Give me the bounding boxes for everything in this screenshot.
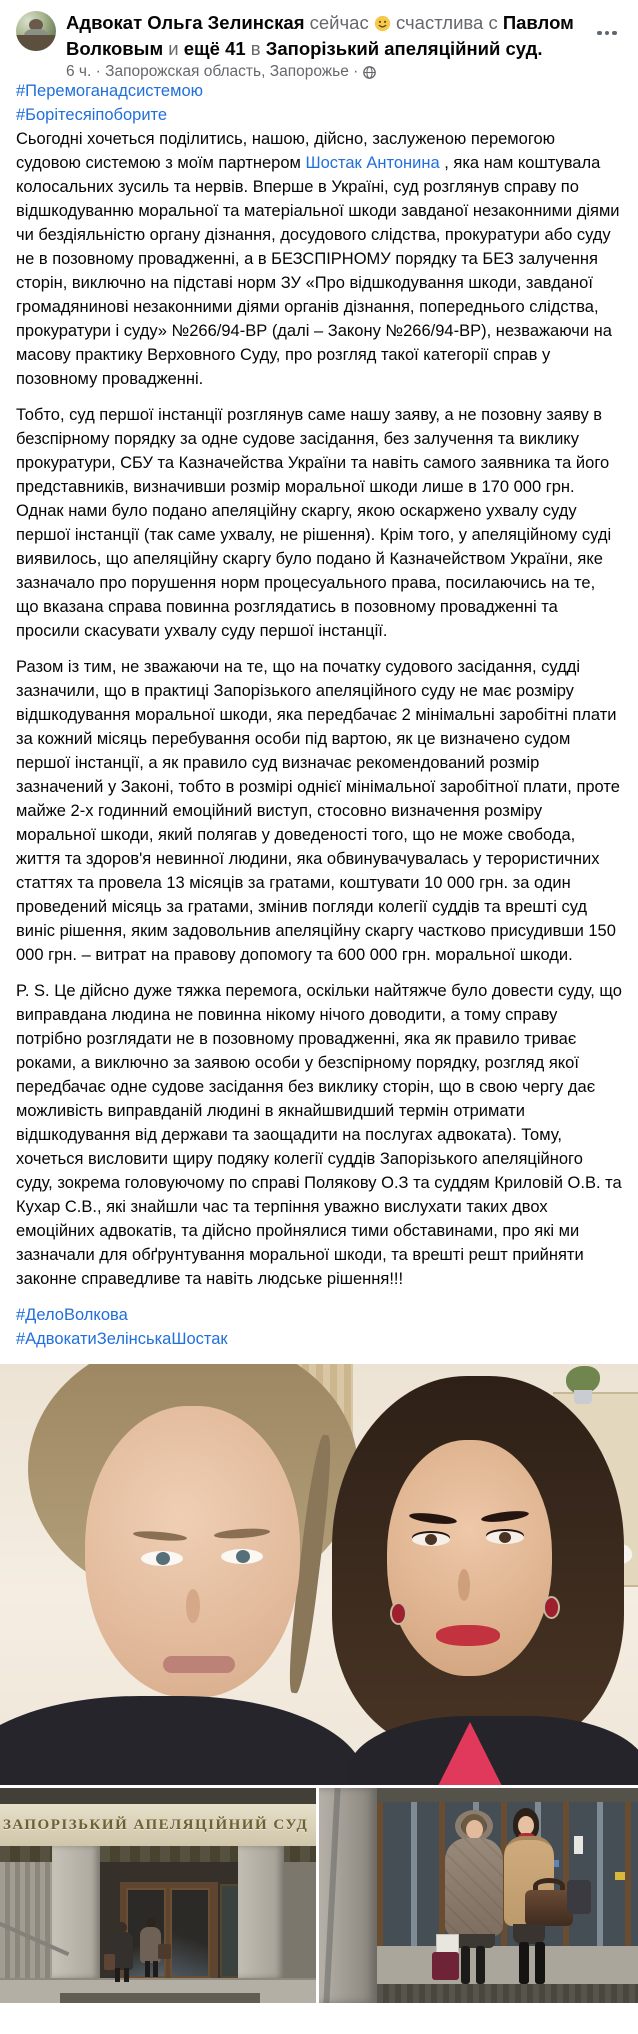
court-sign-text: ЗАПОРІЗЬКИЙ АПЕЛЯЦІЙНИЙ СУД xyxy=(0,1804,316,1846)
left-outdoor-woman-skirt xyxy=(453,1934,495,1948)
left-woman-lips xyxy=(163,1656,235,1673)
plant-pot xyxy=(574,1390,592,1404)
checkin-location-link[interactable]: Запорізький апеляційний суд xyxy=(265,38,538,59)
paragraph-1 xyxy=(16,79,622,391)
photo-selfie-two-women[interactable] xyxy=(0,1364,638,1785)
paragraph-1-text: , яка нам коштувала колосальних зусиль та нервів. Вперше в Україні, суд розглянув справу по відшкодуванню моральної та матеріальної шкоди завданої незаконними діями чи бездіяльністю органу дізнання, досудового слідства, прокуратури або суду не в позовному провадженні, а в БЕЗСПІРНОМУ порядку та БЕЗ залучення сторін, виключно на підставі норм ЗУ «Про відшкодування шкоди, завданої громадянинові незаконними діями органів дізнання, попереднього слідства, прокуратури і суду» №266/94-ВР (далі – Закону №266/94-ВР), незважаючи на масову практику Верховного Суду, про розгляд такої категорії справ у позовному провадженні. xyxy=(16,154,620,388)
side-wall xyxy=(284,1862,316,1978)
hashtag-link[interactable]: #Перемоганадсистемою xyxy=(16,82,203,100)
three-dots-icon xyxy=(612,31,617,36)
paragraph-3: Разом із тим, не зважаючи на те, що на початку судового засідання, судді зазначили, що в практиці Запорізького апеляційного суду не має розміру відшкодування моральної шкоди, яка передбачає 2 мінімальні заробітні плати за кожний місяць перебування особи під вартою, як це визначено судом першої інстанції, а як правило суд визначає рекомендований розмір зазначений у Законі, тобто в розмірі однієї мінімальної заробітної плати, проте майже 2-х годинний емоційний виступ, стосовно визначення розміру моральної шкоди, який полягав у доведеності того, що не може свобода, життя та здоров'я невинної людини, яка обвинувачувалась у терористичних статтях та провела 13 місяців за гратами, коштувати 10 000 грн. за один проведений місяць за гратами, змінив погляди колегії суддів та врешті суд виніс рішення, яким задовольнив апеляційну скаргу частково присудивши 150 000 грн. – витрат на правову допомогу та 600 000 грн. моральної шкоди. xyxy=(16,658,620,964)
paragraph-4: P. S. Це дійсно дуже тяжка перемога, оскільки найтяжче було довести суду, що виправдана людина не повинна нікому нічого доводити, а тому справу потрібно розглядати не в позовному провадженні, яка як правило триває роками, а виключно за заявою особи у безспірному порядку, розгляд якої передбачає одне судове засідання без виклику сторін, що в свою чергу дає можливість виправданій людині в якнайшвидший термін отримати відшкодування від держави та заощадити на послугах адвоката). Тому, хочеться висловити щиру подяку колегії суддів Запорізького апеляційного суду, зокрема головуючому по справі Полякову О.З та суддям Криловій О.В. та Кухар С.В., які знайшли час та терпіння уважно вислухати таких двох емоційних адвокатів, та дійсно пройнялися тими обставинами, про які ми зазначали для обґрунтування моральної шкоди, та врешті решт прийняти законне справедливе та навіть людське рішення!!! xyxy=(16,982,622,1288)
post-menu-button[interactable] xyxy=(590,18,624,48)
left-outdoor-woman-coat xyxy=(445,1838,503,1936)
photo-court-building[interactable] xyxy=(0,1788,316,2003)
left-woman-face xyxy=(85,1406,300,1698)
in-word: в xyxy=(250,38,261,59)
right-woman-lips xyxy=(436,1625,500,1646)
brown-leather-handbag xyxy=(525,1890,573,1926)
right-woman-iris xyxy=(499,1532,511,1543)
left-outdoor-woman-boot xyxy=(476,1946,485,1984)
and-word: и xyxy=(168,38,179,59)
door-leaf xyxy=(170,1888,210,1978)
hashtag-link[interactable]: #АдвокатиЗелінськаШостак xyxy=(16,1330,228,1348)
post-header xyxy=(0,0,638,80)
author-name-link[interactable]: Адвокат Ольга Зелинская xyxy=(66,12,305,33)
left-woman-nose xyxy=(186,1589,200,1623)
more-tagged-link[interactable]: ещё 41 xyxy=(183,38,246,59)
entrance-mat xyxy=(60,1993,260,2003)
post-photo-grid xyxy=(0,1364,638,2003)
yellow-sign xyxy=(615,1872,625,1880)
paper-notice xyxy=(574,1836,583,1854)
right-woman-earring xyxy=(390,1602,407,1625)
tagged-person-link[interactable]: Павлом Волковым xyxy=(66,12,574,59)
left-woman-shoulders xyxy=(0,1696,365,1785)
post-byline xyxy=(66,11,578,60)
photo-women-outside-court[interactable] xyxy=(319,1788,638,2003)
bottom-hashtags xyxy=(16,1303,622,1351)
avatar-figure-desk xyxy=(16,35,56,51)
walking-figure-leg xyxy=(145,1961,150,1977)
walking-figure-leg xyxy=(124,1968,129,1982)
photo-row xyxy=(0,1788,638,2003)
post-header-info xyxy=(66,11,622,81)
time-word: сейчас xyxy=(309,12,369,33)
hashtag-link[interactable]: #Борітесяіпоборите xyxy=(16,106,168,124)
walking-figure-leg xyxy=(115,1968,120,1982)
granite-pillar xyxy=(52,1846,100,1978)
right-woman-nose xyxy=(458,1569,470,1601)
window-blinds xyxy=(0,1862,52,1978)
right-outdoor-woman-skirt xyxy=(513,1924,545,1944)
right-outdoor-woman-boot xyxy=(535,1942,545,1984)
right-woman-earring xyxy=(543,1596,560,1619)
hashtag-link[interactable]: #ДелоВолкова xyxy=(16,1306,128,1324)
paragraph-1-text: Сьогодні хочеться поділитись, нашою, дійсно, заслуженою перемогою судовою системою з моїм партнером xyxy=(16,130,556,172)
grate-mat xyxy=(377,1984,638,2003)
paragraph-2: Тобто, суд першої інстанції розглянув саме нашу заяву, а не позовну заяву в безспірному порядку за одне судове засідання, без залучення та виклику прокуратури, СБУ та Казначейства України та навіть самого заявника та його представників, визначивши розмір моральної шкоди лише в 170 000 грн. Однак нами було подано апеляційну скаргу, якою оскаржено ухвалу суду першої інстанції (так саме ухвалу, не рішення). Крім того, у апеляційному суді виявилось, що апеляційну скаргу було подано й Казначейством України, яке зазначало про порушення норм процесуального права, посилаючись на те, що вказана справа повинна розглядатись в позовному провадженні та просили скасувати ухвалу суду першої інстанції. xyxy=(16,406,612,640)
three-dots-icon xyxy=(597,31,602,36)
right-woman-iris xyxy=(425,1534,437,1545)
byline-period: . xyxy=(537,38,543,59)
profile-avatar[interactable] xyxy=(16,11,56,51)
post-meta[interactable]: 6 ч. · Запорожская область, Запорожье · xyxy=(66,63,359,80)
left-outdoor-woman-face xyxy=(466,1820,483,1839)
left-woman-iris xyxy=(156,1552,170,1565)
granite-pillar xyxy=(238,1846,284,1978)
left-outdoor-woman-boot xyxy=(461,1946,470,1984)
right-outdoor-woman-boot xyxy=(519,1942,529,1984)
door-top-frame xyxy=(377,1788,638,1802)
post-meta-line xyxy=(66,63,578,81)
feeling-happy-emoji xyxy=(374,14,391,37)
post-text-body xyxy=(0,77,638,1364)
tagged-partner-link[interactable]: Шостак Антонина xyxy=(305,154,440,172)
globe-icon xyxy=(363,66,376,79)
burgundy-bag xyxy=(432,1952,459,1980)
walking-figure-bag xyxy=(158,1944,171,1959)
walking-figure-bag xyxy=(104,1954,115,1970)
walking-figure-leg xyxy=(153,1961,158,1977)
feeling-text: счастлива с xyxy=(395,12,498,33)
dark-bag xyxy=(567,1880,591,1914)
building-upper-band xyxy=(0,1788,316,1804)
three-dots-icon xyxy=(605,31,610,36)
left-woman-iris xyxy=(236,1550,250,1563)
